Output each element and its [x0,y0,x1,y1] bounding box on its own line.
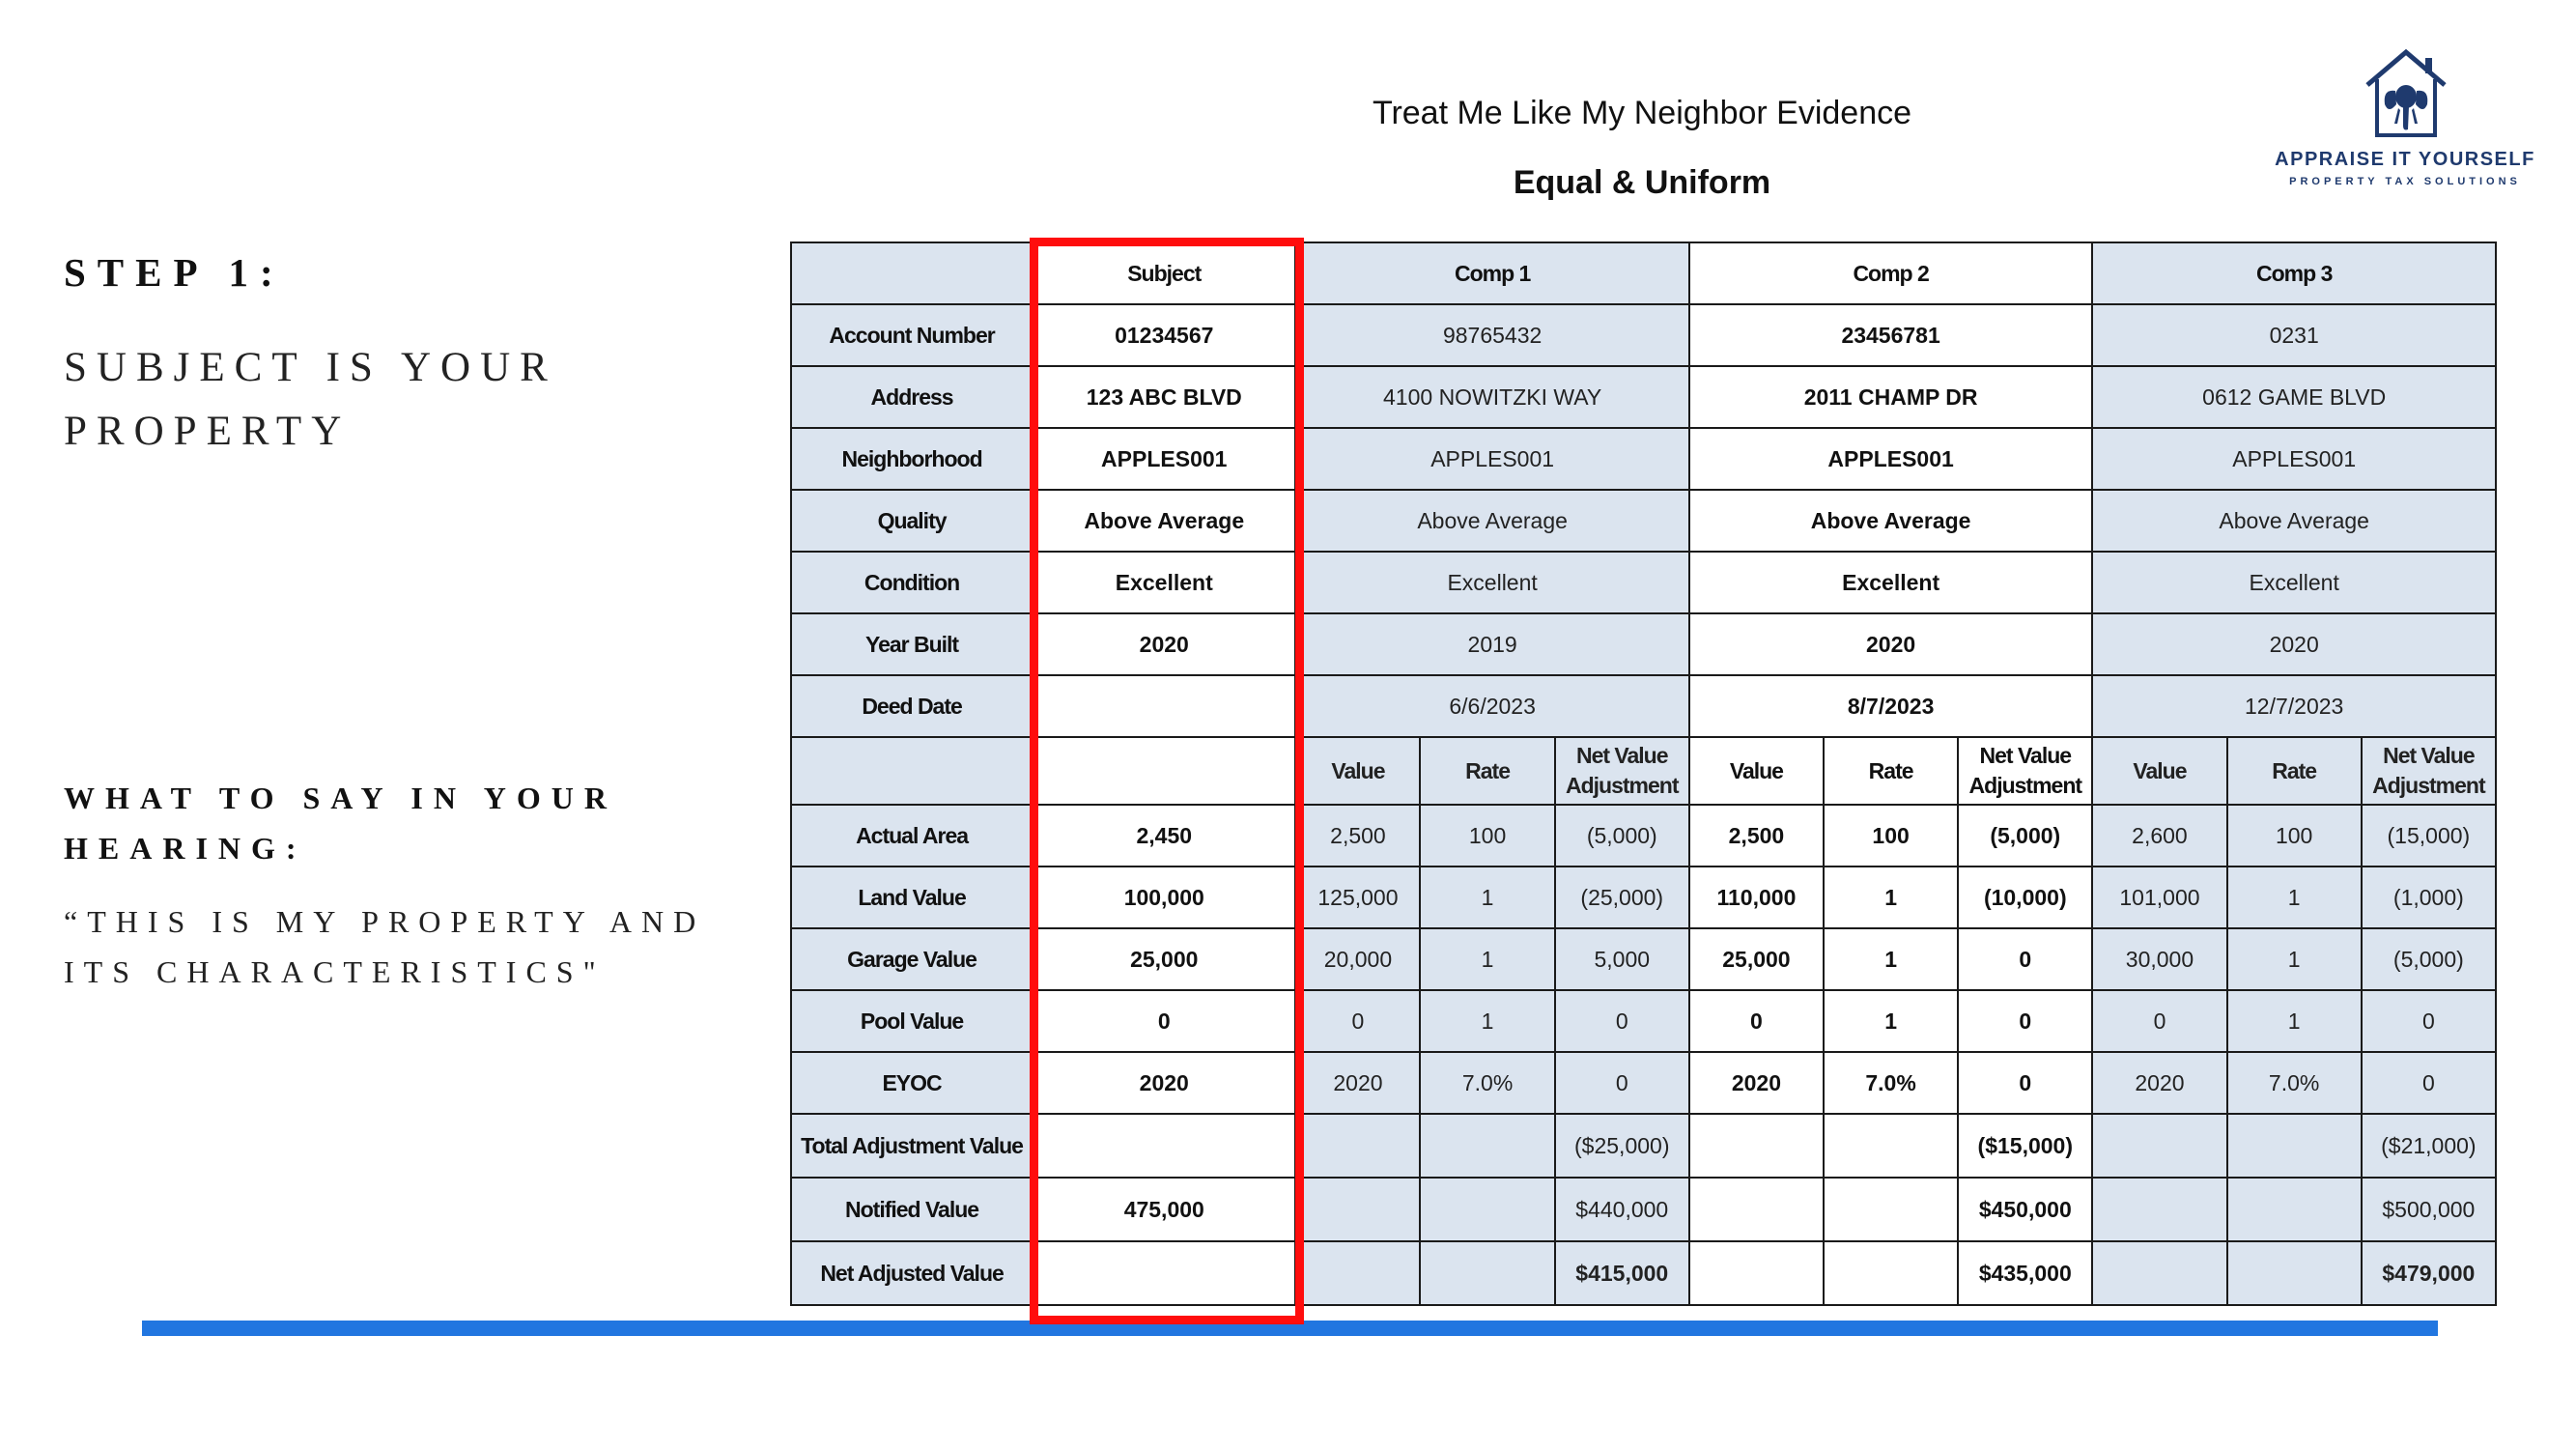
comp1-value-cell [1295,1241,1420,1305]
row-label: Land Value [791,867,1033,928]
comp3-rate-cell: 1 [2227,867,2362,928]
sub-header-adjustment: Net Value Adjustment [2362,737,2496,805]
comp2-total-cell: ($15,000) [1958,1114,2092,1178]
comp2-value-cell: 2,500 [1689,805,1824,867]
comp2-adjustment-cell: (10,000) [1958,867,2092,928]
column-header-subject: Subject [1033,242,1295,304]
comp3-adjustment-cell: (15,000) [2362,805,2496,867]
sub-header-rate: Rate [1824,737,1958,805]
subject-cell: 2020 [1033,1052,1295,1114]
comp1-cell: 6/6/2023 [1295,675,1688,737]
comp2-value-cell: 25,000 [1689,928,1824,990]
logo-tagline: PROPERTY TAX SOLUTIONS [2289,176,2521,187]
table-cell-label [791,737,1033,805]
row-label: Address [791,366,1033,428]
comp3-total-cell: $500,000 [2362,1178,2496,1241]
row-label: Year Built [791,613,1033,675]
comp1-rate-cell [1420,1114,1554,1178]
comp2-adjustment-cell: (5,000) [1958,805,2092,867]
comp1-value-cell: 0 [1295,990,1420,1052]
comp3-adjustment-cell: (1,000) [2362,867,2496,928]
document-title: Treat Me Like My Neighbor Evidence [1372,95,1912,131]
comp3-value-cell: 0 [2092,990,2226,1052]
comp2-total-cell: $435,000 [1958,1241,2092,1305]
comp3-adjustment-cell: 0 [2362,990,2496,1052]
step-title: STEP 1: [64,250,285,295]
subject-cell: Above Average [1033,490,1295,552]
row-label: Net Adjusted Value [791,1241,1033,1305]
comp2-rate-cell [1824,1241,1958,1305]
sub-header-rate: Rate [1420,737,1554,805]
sub-header-adjustment: Net Value Adjustment [1958,737,2092,805]
comp1-rate-cell: 1 [1420,867,1554,928]
comp3-cell: APPLES001 [2092,428,2496,490]
step-subtitle: SUBJECT IS YOUR PROPERTY [64,345,557,454]
comp1-adjustment-cell: (25,000) [1555,867,1689,928]
subject-cell: 25,000 [1033,928,1295,990]
comp3-total-cell: ($21,000) [2362,1114,2496,1178]
comp1-value-cell: 20,000 [1295,928,1420,990]
comp2-rate-cell [1824,1114,1958,1178]
comp3-value-cell: 2,600 [2092,805,2226,867]
comp2-cell: Excellent [1689,552,2093,613]
comp3-cell: Excellent [2092,552,2496,613]
comp2-cell: 23456781 [1689,304,2093,366]
comp2-value-cell [1689,1114,1824,1178]
comp1-cell: APPLES001 [1295,428,1688,490]
comp3-rate-cell: 1 [2227,990,2362,1052]
comp1-adjustment-cell: 5,000 [1555,928,1689,990]
comp2-adjustment-cell: 0 [1958,1052,2092,1114]
row-label: EYOC [791,1052,1033,1114]
comp3-cell: 0231 [2092,304,2496,366]
comp3-value-cell: 30,000 [2092,928,2226,990]
corner-cell [791,242,1033,304]
comp2-value-cell: 2020 [1689,1052,1824,1114]
comp1-rate-cell: 1 [1420,928,1554,990]
comp2-cell: Above Average [1689,490,2093,552]
comp1-rate-cell: 100 [1420,805,1554,867]
comp3-rate-cell: 1 [2227,928,2362,990]
comp3-adjustment-cell: (5,000) [2362,928,2496,990]
comp1-value-cell: 125,000 [1295,867,1420,928]
column-header-comp3: Comp 3 [2092,242,2496,304]
comp3-rate-cell: 7.0% [2227,1052,2362,1114]
subject-cell: 100,000 [1033,867,1295,928]
comp3-value-cell [2092,1241,2226,1305]
comp2-cell: 2020 [1689,613,2093,675]
comp1-rate-cell: 7.0% [1420,1052,1554,1114]
row-label: Actual Area [791,805,1033,867]
comp3-rate-cell [2227,1241,2362,1305]
comp2-value-cell [1689,1241,1824,1305]
comp3-cell: 12/7/2023 [2092,675,2496,737]
row-label: Condition [791,552,1033,613]
comp1-rate-cell [1420,1178,1554,1241]
comp2-rate-cell: 1 [1824,928,1958,990]
comp3-rate-cell: 100 [2227,805,2362,867]
comp2-value-cell: 0 [1689,990,1824,1052]
row-label: Neighborhood [791,428,1033,490]
comp2-rate-cell: 1 [1824,867,1958,928]
say-title: WHAT TO SAY IN YOUR HEARING: [64,781,617,866]
comp1-total-cell: $440,000 [1555,1178,1689,1241]
comp2-total-cell: $450,000 [1958,1178,2092,1241]
subject-cell: 475,000 [1033,1178,1295,1241]
comp2-rate-cell [1824,1178,1958,1241]
comp3-value-cell [2092,1114,2226,1178]
comp1-cell: Excellent [1295,552,1688,613]
subject-cell: APPLES001 [1033,428,1295,490]
subject-cell: Excellent [1033,552,1295,613]
row-label: Account Number [791,304,1033,366]
comp3-adjustment-cell: 0 [2362,1052,2496,1114]
comp3-cell: Above Average [2092,490,2496,552]
comp3-rate-cell [2227,1114,2362,1178]
column-header-comp1: Comp 1 [1295,242,1688,304]
comp1-value-cell: 2020 [1295,1052,1420,1114]
comp3-cell: 0612 GAME BLVD [2092,366,2496,428]
row-label: Total Adjustment Value [791,1114,1033,1178]
row-label: Garage Value [791,928,1033,990]
comp2-rate-cell: 100 [1824,805,1958,867]
row-label: Notified Value [791,1178,1033,1241]
comp2-rate-cell: 7.0% [1824,1052,1958,1114]
comp1-value-cell: 2,500 [1295,805,1420,867]
comp1-total-cell: ($25,000) [1555,1114,1689,1178]
subject-cell: 2020 [1033,613,1295,675]
comp3-rate-cell [2227,1178,2362,1241]
comp3-value-cell: 101,000 [2092,867,2226,928]
sub-header-value: Value [2092,737,2226,805]
comp3-cell: 2020 [2092,613,2496,675]
comp2-cell: 8/7/2023 [1689,675,2093,737]
comp1-value-cell [1295,1114,1420,1178]
column-header-comp2: Comp 2 [1689,242,2093,304]
say-quote: “THIS IS MY PROPERTY AND ITS CHARACTERISTICS" [64,904,706,989]
row-label: Pool Value [791,990,1033,1052]
comp1-rate-cell [1420,1241,1554,1305]
row-label: Deed Date [791,675,1033,737]
comp1-cell: 98765432 [1295,304,1688,366]
comp1-value-cell [1295,1178,1420,1241]
comp1-rate-cell: 1 [1420,990,1554,1052]
sub-header-value: Value [1295,737,1420,805]
subject-cell: 01234567 [1033,304,1295,366]
subject-cell: 0 [1033,990,1295,1052]
comp3-value-cell [2092,1178,2226,1241]
comp2-cell: 2011 CHAMP DR [1689,366,2093,428]
subject-cell: 123 ABC BLVD [1033,366,1295,428]
comp3-total-cell: $479,000 [2362,1241,2496,1305]
document-subtitle: Equal & Uniform [1513,164,1771,201]
sub-header-rate: Rate [2227,737,2362,805]
comp1-cell: 4100 NOWITZKI WAY [1295,366,1688,428]
comp2-rate-cell: 1 [1824,990,1958,1052]
logo-name: APPRAISE IT YOURSELF [2275,149,2535,170]
comp1-total-cell: $415,000 [1555,1241,1689,1305]
comp2-value-cell [1689,1178,1824,1241]
sub-header-adjustment: Net Value Adjustment [1555,737,1689,805]
subject-cell: 2,450 [1033,805,1295,867]
comp3-value-cell: 2020 [2092,1052,2226,1114]
comp2-value-cell: 110,000 [1689,867,1824,928]
subject-highlight-box [1030,238,1304,1324]
row-label: Quality [791,490,1033,552]
logo [2260,46,2550,191]
comp1-adjustment-cell: 0 [1555,990,1689,1052]
comp1-cell: 2019 [1295,613,1688,675]
comp2-cell: APPLES001 [1689,428,2093,490]
house-elephant-icon [2362,46,2450,143]
sub-header-value: Value [1689,737,1824,805]
comp1-cell: Above Average [1295,490,1688,552]
comp2-adjustment-cell: 0 [1958,990,2092,1052]
comp1-adjustment-cell: (5,000) [1555,805,1689,867]
comp2-adjustment-cell: 0 [1958,928,2092,990]
comp1-adjustment-cell: 0 [1555,1052,1689,1114]
